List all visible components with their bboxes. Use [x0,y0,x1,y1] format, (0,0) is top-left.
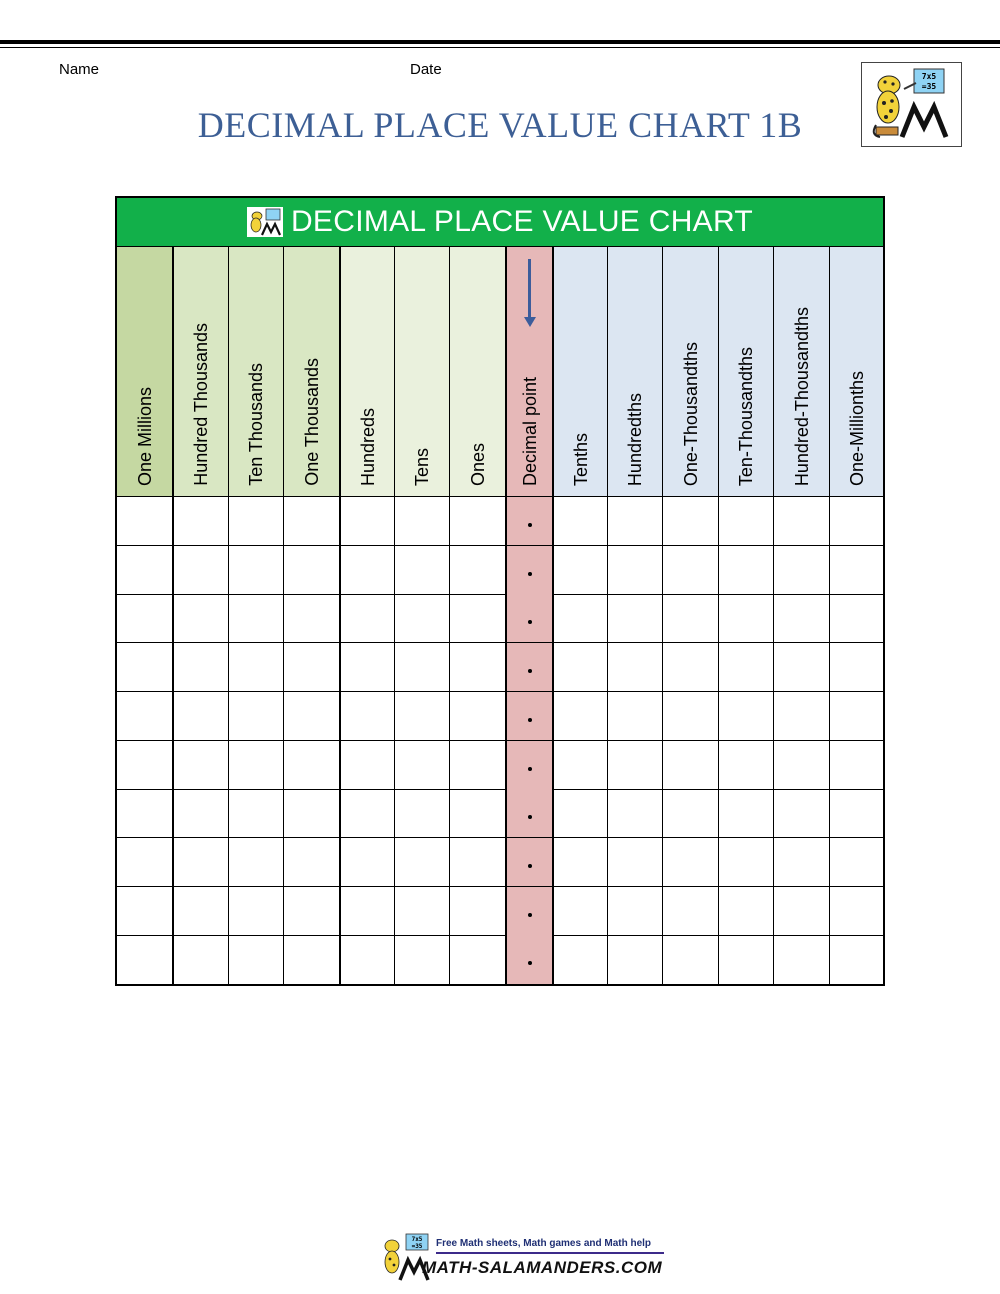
table-cell[interactable] [174,789,228,838]
table-cell[interactable] [229,935,283,984]
table-cell[interactable] [284,643,339,692]
table-cell[interactable] [554,643,607,692]
footer-equation-bottom: =35 [411,1243,423,1250]
table-cell[interactable] [341,789,394,838]
table-cell[interactable] [395,497,449,546]
table-cell[interactable] [395,692,449,741]
table-cell[interactable] [117,741,172,790]
logo-equation-top: 7x5 [921,72,937,81]
top-rule-thin [0,47,1000,48]
table-cell [507,497,552,546]
column-header-label: Hundredths [625,392,645,486]
table-cell[interactable] [284,497,339,546]
table-cell[interactable] [450,789,505,838]
table-cell[interactable] [229,546,283,595]
table-cell[interactable] [830,546,883,595]
table-cell[interactable] [663,594,718,643]
table-cell[interactable] [774,594,829,643]
decimal-point-marker [528,523,532,527]
footer-logo [378,1232,668,1284]
table-cell[interactable] [608,741,662,790]
table-cell[interactable] [117,497,172,546]
table-cell[interactable] [719,741,773,790]
table-cell[interactable] [117,887,172,936]
table-cell[interactable] [663,643,718,692]
table-cell[interactable] [450,594,505,643]
arrow-head-icon [524,317,536,327]
table-cell[interactable] [663,789,718,838]
table-cell[interactable] [395,643,449,692]
column-header-label: One Thousands [301,358,322,486]
table-cell [507,789,552,838]
table-cell[interactable] [395,887,449,936]
table-cell[interactable] [554,692,607,741]
table-cell[interactable] [663,692,718,741]
table-cell[interactable] [174,887,228,936]
table-cell[interactable] [554,935,607,984]
column-header-label: Ten-Thousandths [736,346,756,486]
table-cell[interactable] [117,935,172,984]
decimal-point-marker [528,864,532,868]
table-cell[interactable] [450,741,505,790]
table-cell [507,643,552,692]
column-header [229,247,283,497]
column-header-label: Hundreds [357,407,378,486]
table-cell[interactable] [663,935,718,984]
column-tens [394,247,449,984]
column-header [719,247,773,497]
table-cell[interactable] [395,838,449,887]
table-cell [507,935,552,984]
table-cell[interactable] [450,497,505,546]
table-cell[interactable] [830,838,883,887]
table-cell[interactable] [830,741,883,790]
table-cell[interactable] [663,887,718,936]
column-one-millions [117,247,172,984]
column-ten-thousandths [718,247,773,984]
table-cell[interactable] [719,546,773,595]
column-header-label: One Millions [134,386,155,486]
table-cell[interactable] [117,789,172,838]
table-cell[interactable] [341,935,394,984]
table-cell[interactable] [450,643,505,692]
decimal-point-marker [528,572,532,576]
decimal-point-marker [528,913,532,917]
salamander-teacher-icon [862,63,961,146]
table-cell [507,594,552,643]
table-cell[interactable] [774,692,829,741]
table-cell[interactable] [174,546,228,595]
table-cell[interactable] [554,838,607,887]
table-cell[interactable] [608,594,662,643]
table-cell [507,741,552,790]
footer-tagline: Free Math sheets, Math games and Math help [436,1238,652,1249]
table-cell[interactable] [830,935,883,984]
table-cell[interactable] [608,887,662,936]
table-cell[interactable] [229,741,283,790]
table-cell[interactable] [774,643,829,692]
decimal-point-marker [528,961,532,965]
salamander-mini-icon [247,207,283,237]
column-header-label: Decimal point [519,376,540,486]
table-cell[interactable] [229,497,283,546]
table-cell [507,838,552,887]
table-cell[interactable] [284,935,339,984]
table-cell[interactable] [284,692,339,741]
table-cell[interactable] [395,935,449,984]
footer-equation-top: 7x5 [411,1236,423,1243]
column-header [341,247,394,497]
table-cell[interactable] [719,692,773,741]
table-cell[interactable] [608,692,662,741]
table-cell[interactable] [284,838,339,887]
table-cell[interactable] [830,643,883,692]
table-cell[interactable] [830,692,883,741]
table-cell[interactable] [341,643,394,692]
table-cell[interactable] [395,741,449,790]
table-cell[interactable] [174,741,228,790]
column-header-label: One-Millionths [846,370,867,486]
table-cell[interactable] [341,692,394,741]
table-cell[interactable] [719,497,773,546]
column-header [774,247,829,497]
table-cell[interactable] [663,497,718,546]
table-cell[interactable] [554,546,607,595]
table-cell[interactable] [719,643,773,692]
column-header [507,247,552,497]
table-cell[interactable] [554,594,607,643]
table-cell[interactable] [608,546,662,595]
table-cell[interactable] [117,594,172,643]
table-cell[interactable] [663,741,718,790]
table-cell[interactable] [229,643,283,692]
column-ten-thousands [228,247,283,984]
arrow-down-icon [528,259,531,319]
table-cell[interactable] [663,838,718,887]
table-cell[interactable] [229,594,283,643]
column-header-label: Ones [467,442,488,486]
table-cell[interactable] [174,594,228,643]
column-header-label: Tenths [570,432,591,486]
table-cell[interactable] [719,935,773,984]
table-cell[interactable] [830,594,883,643]
table-cell[interactable] [174,692,228,741]
table-cell[interactable] [554,741,607,790]
table-cell[interactable] [229,838,283,887]
table-cell[interactable] [117,643,172,692]
column-decimal-point [505,247,552,984]
column-header [117,247,172,497]
table-cell[interactable] [450,838,505,887]
date-label: Date [410,61,442,78]
table-cell[interactable] [774,741,829,790]
table-cell[interactable] [284,789,339,838]
table-cell[interactable] [554,497,607,546]
column-hundredths [607,247,662,984]
table-cell[interactable] [719,594,773,643]
table-cell[interactable] [774,789,829,838]
table-cell[interactable] [341,838,394,887]
column-header [608,247,662,497]
table-cell[interactable] [117,546,172,595]
footer-site-link[interactable]: MATH-SALAMANDERS.COM [422,1258,663,1277]
column-hundred-thousandths [773,247,829,984]
table-cell[interactable] [554,789,607,838]
page-title: DECIMAL PLACE VALUE CHART 1B [197,105,803,145]
column-header [663,247,718,497]
table-cell[interactable] [284,594,339,643]
table-cell[interactable] [774,838,829,887]
table-cell[interactable] [174,838,228,887]
table-cell[interactable] [174,935,228,984]
column-one-thousandths [662,247,718,984]
table-cell[interactable] [774,497,829,546]
column-header [395,247,449,497]
table-cell[interactable] [284,741,339,790]
column-header-label: Hundred-Thousandths [791,306,812,486]
column-hundreds [339,247,394,984]
name-label: Name [59,61,100,78]
table-cell[interactable] [284,546,339,595]
table-cell[interactable] [830,887,883,936]
column-header-label: Hundred Thousands [191,323,211,486]
table-cell[interactable] [117,692,172,741]
column-header [830,247,883,497]
table-cell [507,887,552,936]
column-one-thousands [283,247,339,984]
table-cell[interactable] [341,497,394,546]
table-cell[interactable] [830,497,883,546]
table-cell[interactable] [719,838,773,887]
table-cell[interactable] [117,838,172,887]
chart-banner [117,198,883,247]
decimal-point-marker [528,718,532,722]
table-cell[interactable] [450,935,505,984]
table-cell[interactable] [341,887,394,936]
column-header [450,247,505,497]
table-cell[interactable] [719,887,773,936]
table-cell[interactable] [229,692,283,741]
salamander-logo [861,62,962,147]
column-header-label: Tens [412,447,432,486]
table-cell[interactable] [450,887,505,936]
column-header [284,247,339,497]
table-cell[interactable] [341,741,394,790]
decimal-point-marker [528,815,532,819]
table-cell[interactable] [450,692,505,741]
decimal-point-marker [528,767,532,771]
table-cell[interactable] [663,546,718,595]
place-value-chart [115,196,885,986]
column-ones [449,247,505,984]
table-cell[interactable] [608,838,662,887]
table-cell [507,692,552,741]
table-cell[interactable] [774,546,829,595]
table-cell [507,546,552,595]
table-cell[interactable] [395,546,449,595]
table-cell[interactable] [395,789,449,838]
table-cell[interactable] [395,594,449,643]
table-cell[interactable] [719,789,773,838]
table-cell[interactable] [229,789,283,838]
table-cell[interactable] [341,594,394,643]
column-tenths [552,247,607,984]
table-cell[interactable] [341,546,394,595]
table-cell[interactable] [608,497,662,546]
table-cell[interactable] [608,643,662,692]
column-header-label: One-Thousandths [680,341,701,486]
column-header [174,247,228,497]
table-cell[interactable] [229,887,283,936]
table-cell[interactable] [608,789,662,838]
table-cell[interactable] [450,546,505,595]
chart-banner-title: DECIMAL PLACE VALUE CHART [290,205,754,238]
table-cell[interactable] [830,789,883,838]
column-one-millionths [829,247,883,984]
column-hundred-thousands [172,247,228,984]
footer-underline [436,1252,664,1254]
column-header-label: Ten Thousands [246,363,266,486]
decimal-point-marker [528,620,532,624]
column-header [554,247,607,497]
logo-equation-bottom: =35 [921,82,937,91]
table-cell[interactable] [174,497,228,546]
table-cell[interactable] [554,887,607,936]
table-cell[interactable] [284,887,339,936]
table-cell[interactable] [774,935,829,984]
top-rule-thick [0,40,1000,44]
table-cell[interactable] [774,887,829,936]
table-cell[interactable] [174,643,228,692]
table-cell[interactable] [608,935,662,984]
decimal-point-marker [528,669,532,673]
